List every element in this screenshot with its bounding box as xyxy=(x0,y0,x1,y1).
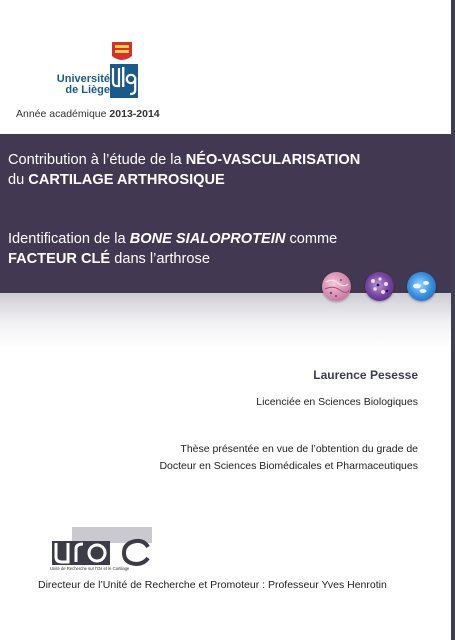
purple-cells-pattern-icon xyxy=(365,272,394,301)
title-keyword-cartilage: CARTILAGE ARTHROSIQUE xyxy=(28,172,225,188)
uroc-caption: Unité de Recherche sur l’Os et le Cartilage xyxy=(50,566,130,571)
subtitle-text-1: Identification de la xyxy=(8,231,130,247)
thesis-title-line1 xyxy=(8,150,448,170)
academic-year-value: 2013-2014 xyxy=(109,108,160,120)
university-name-line2: de Liège xyxy=(65,84,110,96)
title-keyword-neovascularisation: NÉO-VASCULARISATION xyxy=(185,152,361,168)
subtitle-text-2-end: dans l’arthrose xyxy=(110,251,210,267)
thesis-title xyxy=(8,150,448,190)
thesis-title-line2 xyxy=(8,170,448,190)
thesis-subtitle-line1 xyxy=(8,229,448,249)
page-edge-bar xyxy=(451,0,455,640)
subtitle-keyword-bsp: BONE SIALOPROTEIN xyxy=(129,231,286,247)
title-band-fade xyxy=(0,293,451,348)
blue-cells-pattern-icon xyxy=(407,272,436,301)
title-text-1: Contribution à l’étude de la xyxy=(8,152,186,168)
thesis-statement-line1: Thèse présentée en vue de l’obtention du grade de xyxy=(180,443,418,455)
academic-year xyxy=(16,108,160,120)
thesis-subtitle-line2 xyxy=(8,249,448,269)
histology-pink-micrograph-icon xyxy=(322,272,351,301)
subtitle-keyword-facteur: FACTEUR CLÉ xyxy=(8,251,111,267)
uroc-logo xyxy=(52,527,152,567)
histology-purple-micrograph-icon xyxy=(365,272,394,301)
subtitle-text-1-end: comme xyxy=(285,231,338,247)
university-logo xyxy=(54,40,144,102)
director-line: Directeur de l’Unité de Recherche et Promoteur : Professeur Yves Henrotin xyxy=(38,579,387,591)
author-degree: Licenciée en Sciences Biologiques xyxy=(256,396,418,408)
ulg-crest-icon xyxy=(102,40,142,100)
author-name: Laurence Pesesse xyxy=(313,368,418,382)
university-name-line1: Université xyxy=(56,73,110,85)
title-text-2: du xyxy=(8,172,29,188)
cells-blue-micrograph-icon xyxy=(407,272,436,301)
academic-year-label: Année académique xyxy=(16,108,107,120)
pink-tissue-pattern-icon xyxy=(322,272,351,301)
thesis-subtitle xyxy=(8,229,448,269)
thesis-statement-line2: Docteur en Sciences Biomédicales et Pharmaceutiques xyxy=(159,460,418,472)
